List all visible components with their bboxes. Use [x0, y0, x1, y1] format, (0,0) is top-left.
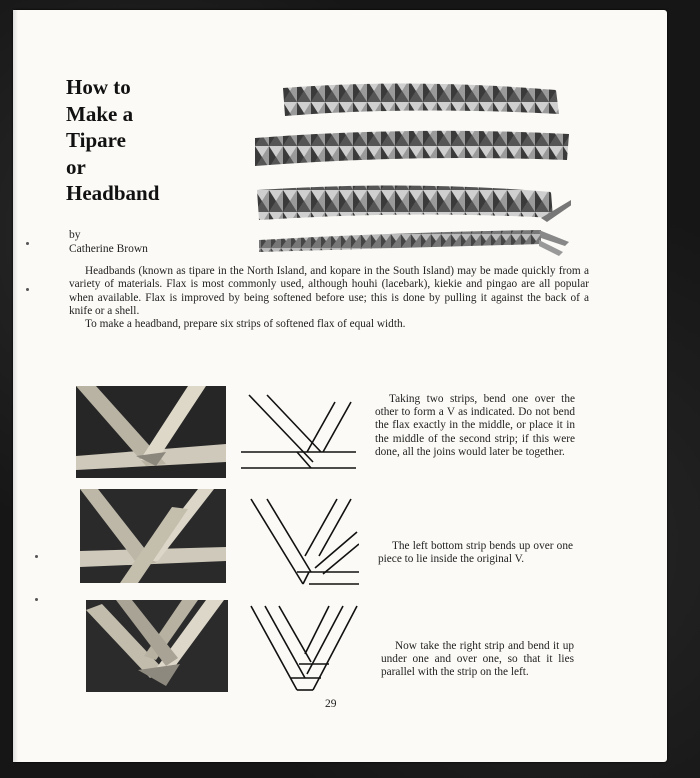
- page-number: 29: [325, 698, 337, 710]
- headband-2: [255, 131, 569, 166]
- intro-paragraph: Headbands (known as tipare in the North Island, and kopare in the South Island) may be made quickly from a variety of materials. Flax is most commonly used, although houhi (lacebark), kiekie and pingao are all popular when available. Flax is improved by being softened before use; this is done by pulling it against the back of a knife or a shell.: [69, 265, 589, 317]
- byline-by: by: [69, 229, 81, 241]
- page-gutter: [13, 10, 18, 762]
- author-name: Catherine Brown: [69, 243, 148, 255]
- title-line: or: [66, 154, 86, 179]
- step-1-photo: [76, 386, 226, 478]
- headband-1: [283, 83, 559, 116]
- binding-mark: [26, 288, 29, 291]
- title-line: Make a: [66, 101, 134, 126]
- step-3-caption: Now take the right strip and bend it up under one and over one, so that it lies parallel with the strip on the left.: [381, 640, 574, 679]
- step-3-diagram: [249, 602, 359, 700]
- headband-4: [259, 230, 569, 256]
- byline: [69, 228, 148, 256]
- title-line: How to: [66, 75, 131, 99]
- step-1-diagram: [241, 390, 356, 490]
- headband-3: [257, 185, 571, 222]
- page-title: [66, 74, 159, 207]
- title-line: Tipare: [66, 128, 126, 152]
- headbands-photo: [241, 80, 571, 260]
- binding-mark: [26, 242, 29, 245]
- step-2-caption: The left bottom strip bends up over one piece to lie inside the original V.: [378, 540, 573, 566]
- title-line: Headband: [66, 181, 160, 205]
- intro-text: [69, 265, 589, 331]
- binding-mark: [35, 598, 38, 601]
- binding-mark: [35, 555, 38, 558]
- step-2-diagram: [247, 494, 359, 594]
- step-1-caption: Taking two strips, bend one over the other to form a V as indicated. Do not bend the flax exactly in the middle, or place it in the middle of the second strip; if this were done, all the joins would later be together.: [375, 393, 575, 458]
- step-2-photo: [80, 489, 226, 583]
- book-page: [13, 10, 667, 762]
- step-3-photo: [86, 600, 228, 692]
- intro-paragraph: To make a headband, prepare six strips of softened flax of equal width.: [85, 318, 406, 331]
